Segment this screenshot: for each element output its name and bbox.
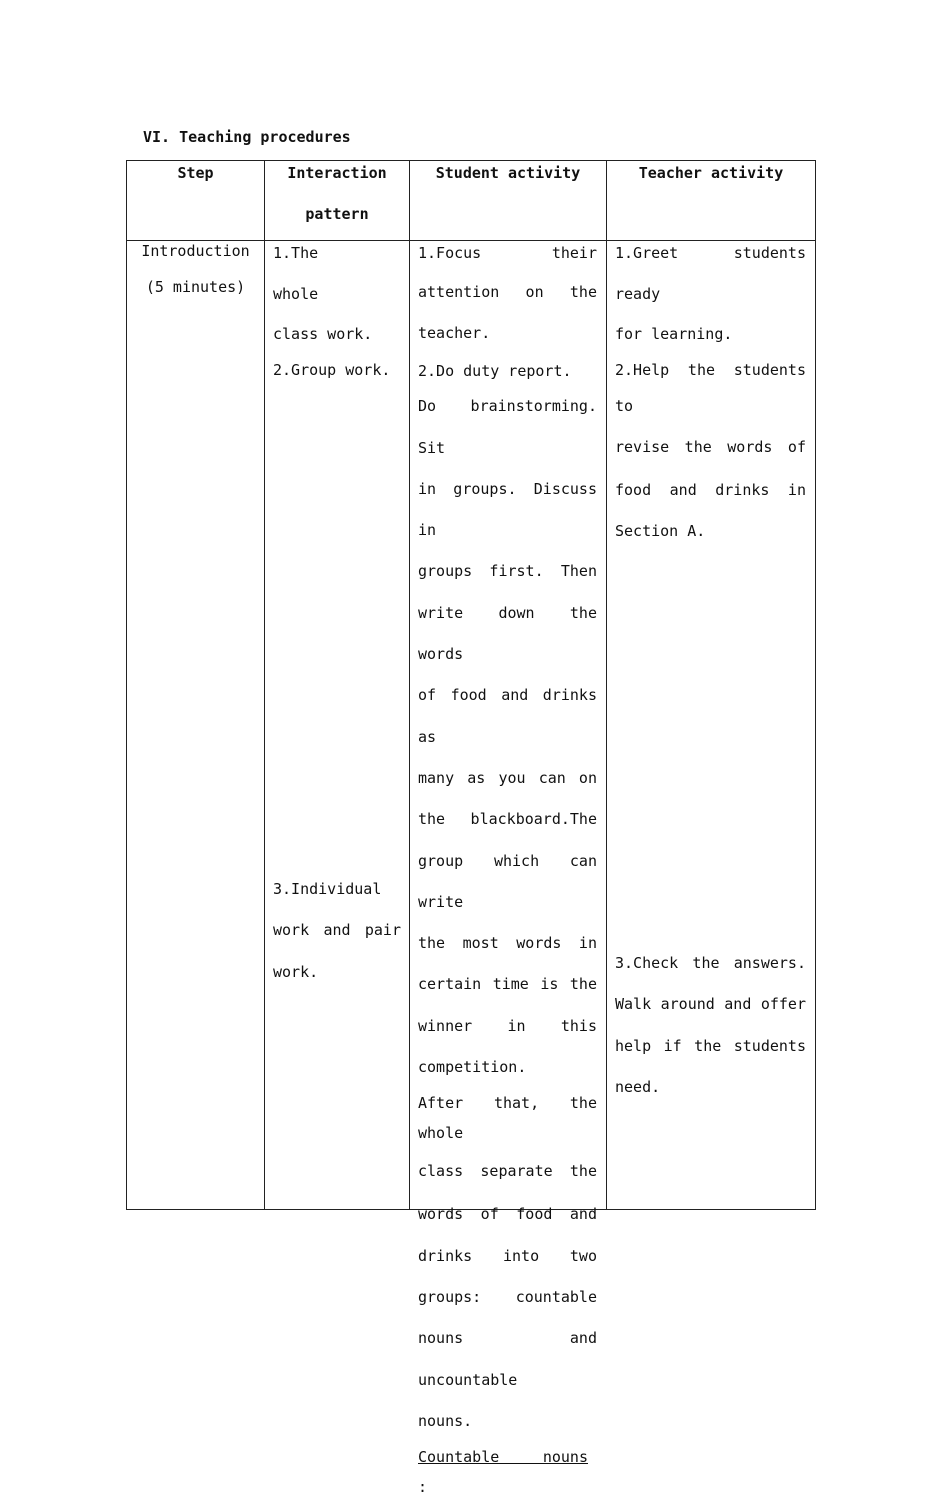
table-border-right: [815, 160, 816, 1210]
teaching-procedures-table: [126, 160, 816, 1497]
column-divider-1: [264, 160, 265, 1210]
interaction-cell-3: 3.Individual work and pair work.: [273, 880, 401, 981]
teacher-activity-cell-3: 3.Check the answers. Walk around and offer help if the students need.: [615, 954, 806, 1096]
step-cell: [127, 233, 264, 305]
student-activity-cell: 1.Focus their attention on the teacher. 2.Do duty report. Do brainstorming. Sit in groups. Discuss in groups first. Then write down the words of food and drinks as many as you can on the blackboard.The group which can write the most words in certain time is the winner in this competition. After that, the whole class separate the words of food and drinks into two groups: countable nouns and uncountable nouns. Countable nouns:: [418, 244, 597, 1497]
header-student-activity: Student activity: [435, 164, 581, 182]
column-divider-3: [606, 160, 607, 1210]
countable-nouns-label: Countable nouns: [418, 1448, 588, 1467]
interaction-cell-1: 1.The whole class work. 2.Group work.: [273, 244, 391, 379]
header-step: Step: [177, 164, 214, 182]
section-title: VI. Teaching procedures: [143, 128, 351, 146]
column-divider-2: [409, 160, 410, 1210]
table-border-left: [126, 160, 127, 1210]
header-teacher-activity: Teacher activity: [638, 164, 784, 182]
step-time: (5 minutes): [145, 278, 246, 296]
teacher-activity-cell-1: 1.Greet students ready for learning. 2.Help the students to revise the words of food and drinks in Section A.: [615, 244, 806, 540]
step-name: Introduction: [141, 242, 250, 260]
header-interaction-pattern: Interaction pattern: [287, 164, 387, 224]
